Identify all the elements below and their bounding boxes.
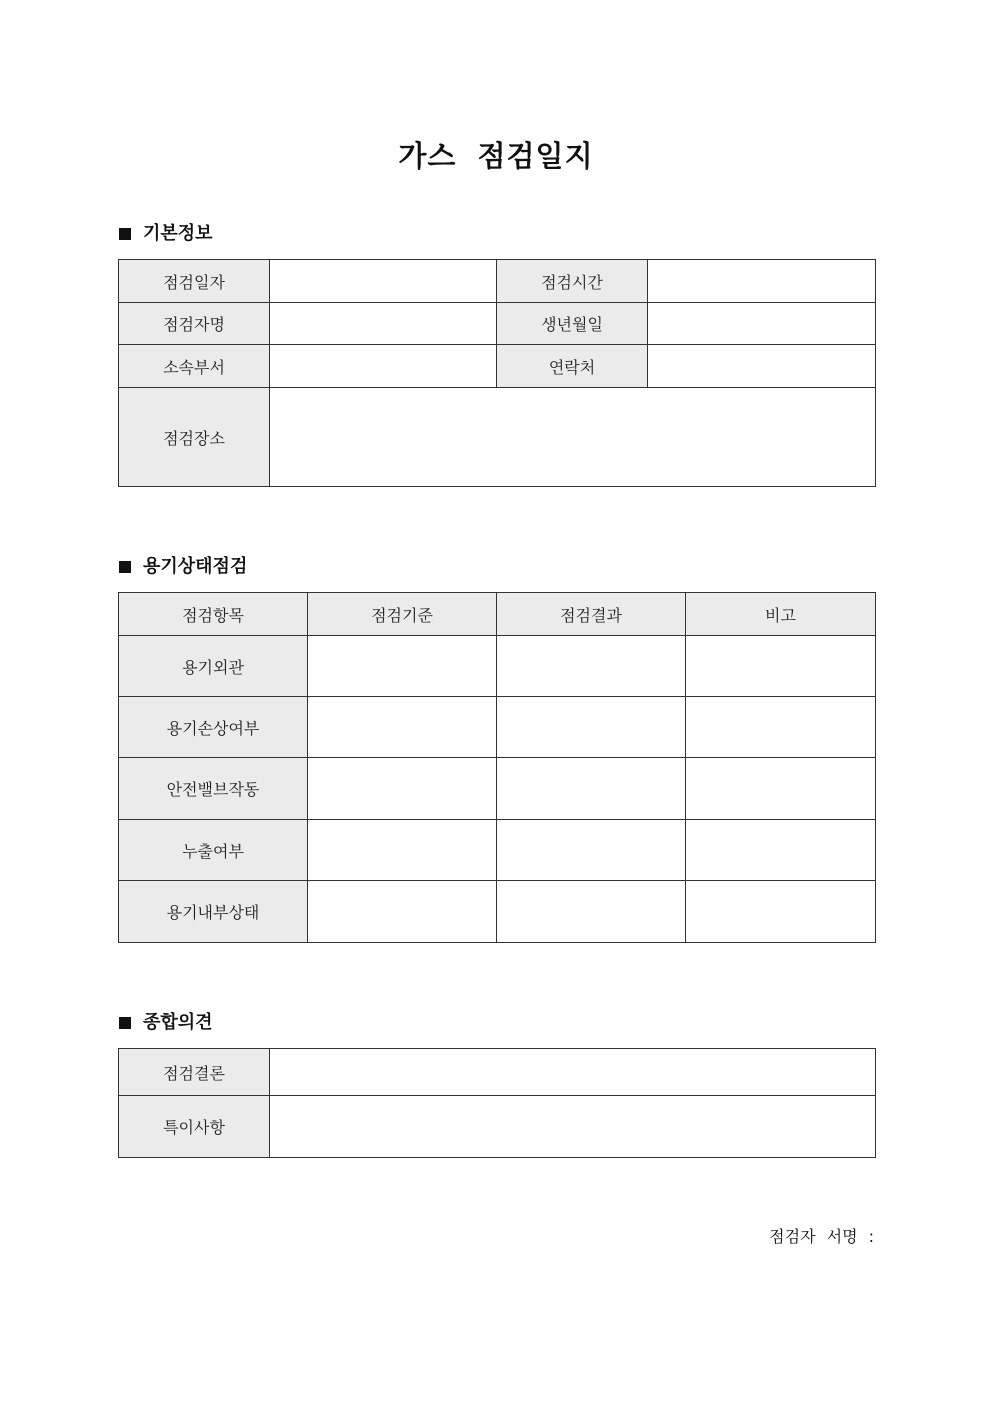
inspector-signature: 점검자 서명 : (769, 1227, 874, 1246)
section-heading-container-check (119, 555, 247, 579)
square-bullet-icon (119, 1017, 131, 1029)
label-inspection-time: 점검시간 (497, 260, 648, 303)
column-header-result: 점검결과 (497, 593, 686, 636)
contact-field[interactable] (648, 345, 876, 388)
section-heading-label: 종합의견 (143, 1012, 213, 1033)
section-heading-label: 기본정보 (143, 223, 213, 244)
basic-info-table (118, 259, 876, 487)
square-bullet-icon (119, 561, 131, 573)
standard-cell[interactable] (308, 820, 497, 881)
section-heading-basic-info (119, 222, 213, 246)
note-cell[interactable] (686, 758, 876, 820)
table-row (119, 260, 876, 303)
standard-cell[interactable] (308, 881, 497, 943)
section-heading-label: 용기상태점검 (143, 556, 248, 577)
result-cell[interactable] (497, 697, 686, 758)
check-item-label: 누출여부 (119, 820, 308, 881)
square-bullet-icon (119, 228, 131, 240)
check-item-label: 용기손상여부 (119, 697, 308, 758)
table-row (119, 636, 876, 697)
section-heading-overall-opinion (119, 1011, 213, 1035)
birth-date-field[interactable] (648, 303, 876, 345)
table-row (119, 303, 876, 345)
page-title: 가스 점검일지 (398, 139, 594, 173)
column-header-standard: 점검기준 (308, 593, 497, 636)
note-cell[interactable] (686, 636, 876, 697)
label-birth-date: 생년월일 (497, 303, 648, 345)
overall-opinion-table (118, 1048, 876, 1158)
label-location: 점검장소 (119, 388, 270, 487)
inspector-name-field[interactable] (270, 303, 497, 345)
column-header-item: 점검항목 (119, 593, 308, 636)
table-row (119, 820, 876, 881)
standard-cell[interactable] (308, 697, 497, 758)
check-item-label: 안전밸브작동 (119, 758, 308, 820)
note-cell[interactable] (686, 820, 876, 881)
label-inspection-date: 점검일자 (119, 260, 270, 303)
result-cell[interactable] (497, 881, 686, 943)
container-check-table (118, 592, 876, 943)
label-inspector-name: 점검자명 (119, 303, 270, 345)
table-row (119, 758, 876, 820)
check-item-label: 용기외관 (119, 636, 308, 697)
label-department: 소속부서 (119, 345, 270, 388)
table-header-row (119, 593, 876, 636)
result-cell[interactable] (497, 636, 686, 697)
note-cell[interactable] (686, 881, 876, 943)
result-cell[interactable] (497, 820, 686, 881)
label-special-notes: 특이사항 (119, 1096, 270, 1158)
standard-cell[interactable] (308, 758, 497, 820)
label-contact: 연락처 (497, 345, 648, 388)
table-row (119, 388, 876, 487)
conclusion-field[interactable] (270, 1049, 876, 1096)
inspection-time-field[interactable] (648, 260, 876, 303)
department-field[interactable] (270, 345, 497, 388)
label-conclusion: 점검결론 (119, 1049, 270, 1096)
table-row (119, 881, 876, 943)
table-row (119, 345, 876, 388)
standard-cell[interactable] (308, 636, 497, 697)
table-row (119, 697, 876, 758)
note-cell[interactable] (686, 697, 876, 758)
special-notes-field[interactable] (270, 1096, 876, 1158)
table-row (119, 1096, 876, 1158)
table-row (119, 1049, 876, 1096)
check-item-label: 용기내부상태 (119, 881, 308, 943)
column-header-note: 비고 (686, 593, 876, 636)
location-field[interactable] (270, 388, 876, 487)
result-cell[interactable] (497, 758, 686, 820)
inspection-date-field[interactable] (270, 260, 497, 303)
